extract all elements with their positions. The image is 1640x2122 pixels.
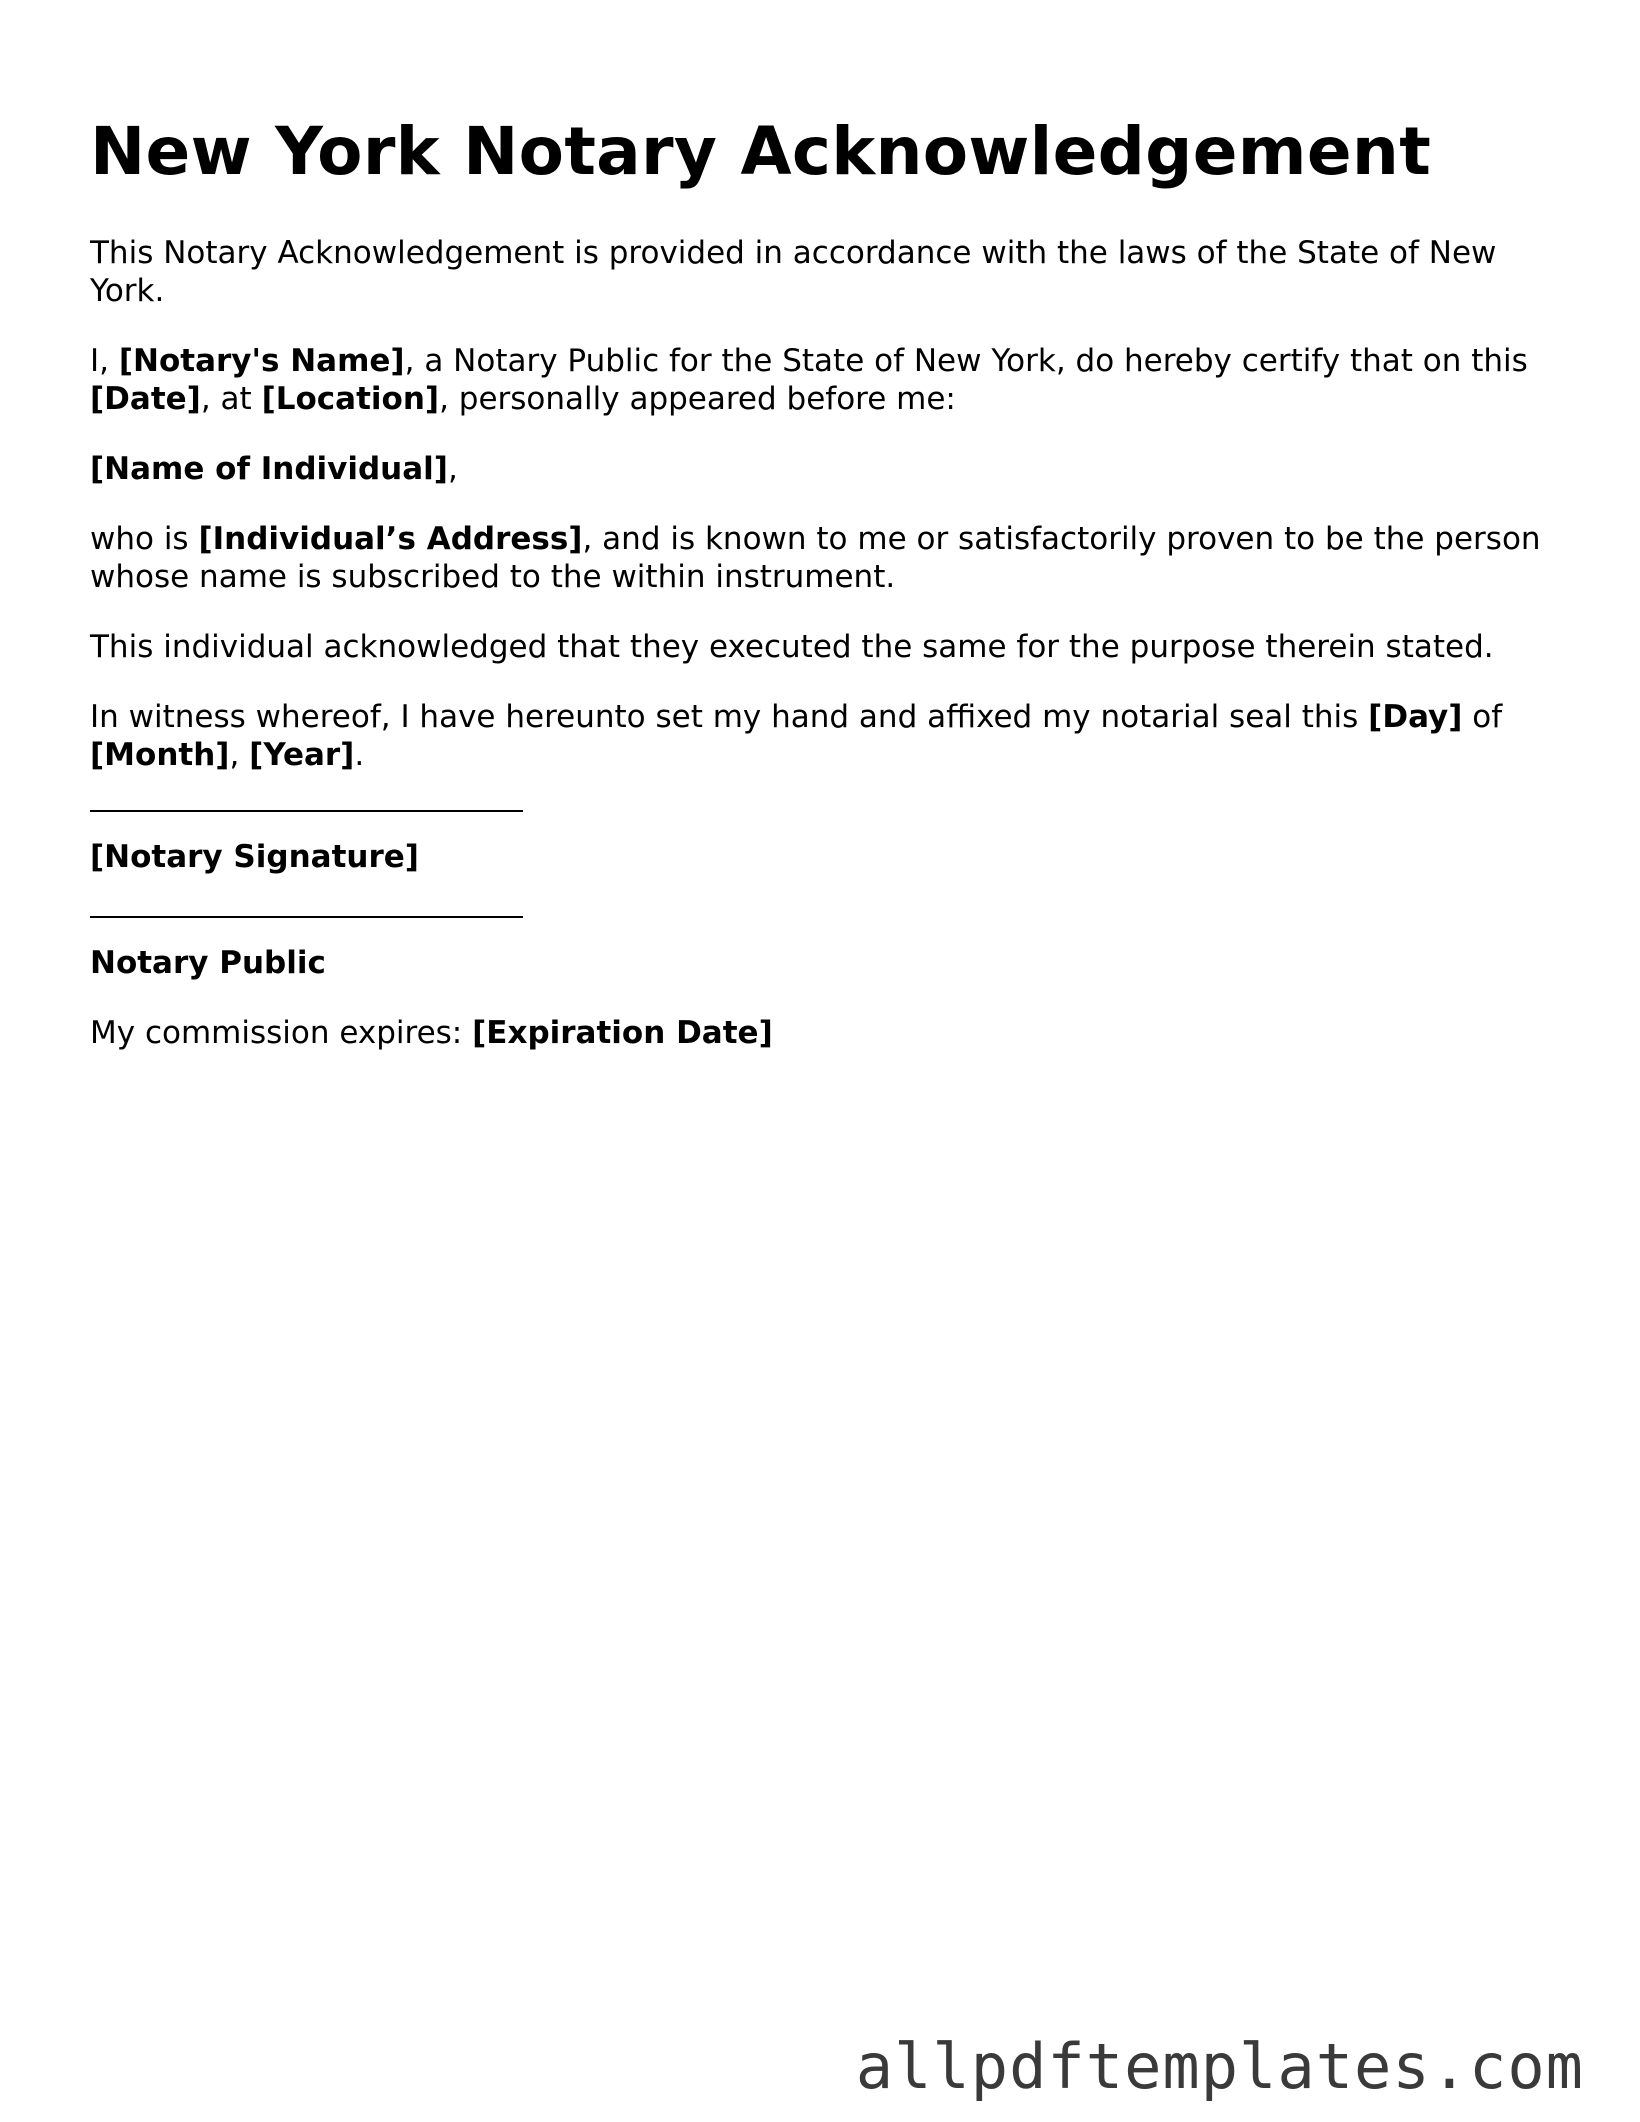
month-placeholder: [Month] — [90, 737, 230, 773]
acknowledged-paragraph: This individual acknowledged that they executed the same for the purpose therein stated. — [90, 629, 1494, 665]
individual-name-placeholder: [Name of Individual] — [90, 451, 448, 487]
individual-suffix: , — [447, 451, 458, 487]
location-placeholder: [Location] — [261, 381, 440, 417]
address-prefix: who is — [90, 521, 199, 557]
year-placeholder: [Year] — [249, 737, 355, 773]
document-title: New York Notary Acknowledgement — [90, 113, 1432, 190]
watermark-text: allpdftemplates.com — [855, 2030, 1584, 2103]
commission-prefix: My commission expires: — [90, 1015, 473, 1051]
certify-suffix: , personally appeared before me: — [439, 381, 956, 417]
notary-name-placeholder: [Notary's Name] — [118, 343, 405, 379]
notary-signature-text: [Notary Signature] — [90, 839, 419, 875]
signature-line[interactable] — [90, 810, 523, 812]
individual-paragraph — [90, 450, 1560, 488]
notary-public-line[interactable] — [90, 916, 523, 918]
day-placeholder: [Day] — [1368, 699, 1463, 735]
document-page — [90, 112, 1560, 1084]
date-placeholder: [Date] — [90, 381, 201, 417]
address-paragraph — [90, 520, 1560, 596]
intro-paragraph: This Notary Acknowledgement is provided in accordance with the laws of the State of New York. — [90, 235, 1497, 309]
address-suffix: , and is known to me or satisfactorily proven to be the person whose name is subscribed to the within instrument. — [90, 521, 1541, 595]
witness-of: of — [1462, 699, 1503, 735]
commission-paragraph — [90, 1014, 1560, 1052]
notary-public-label — [90, 944, 1560, 982]
witness-comma: , — [229, 737, 250, 773]
certify-paragraph — [90, 342, 1560, 418]
witness-end: . — [354, 737, 365, 773]
certify-middle: , a Notary Public for the State of New York, do hereby certify that on this — [404, 343, 1528, 379]
witness-paragraph — [90, 698, 1560, 774]
witness-prefix: In witness whereof, I have hereunto set my hand and affixed my notarial seal this — [90, 699, 1369, 735]
notary-signature-label — [90, 838, 1560, 876]
address-placeholder: [Individual’s Address] — [198, 521, 583, 557]
notary-public-text: Notary Public — [90, 945, 326, 981]
expiration-date-placeholder: [Expiration Date] — [472, 1015, 773, 1051]
certify-at: , at — [200, 381, 262, 417]
certify-prefix: I, — [90, 343, 119, 379]
